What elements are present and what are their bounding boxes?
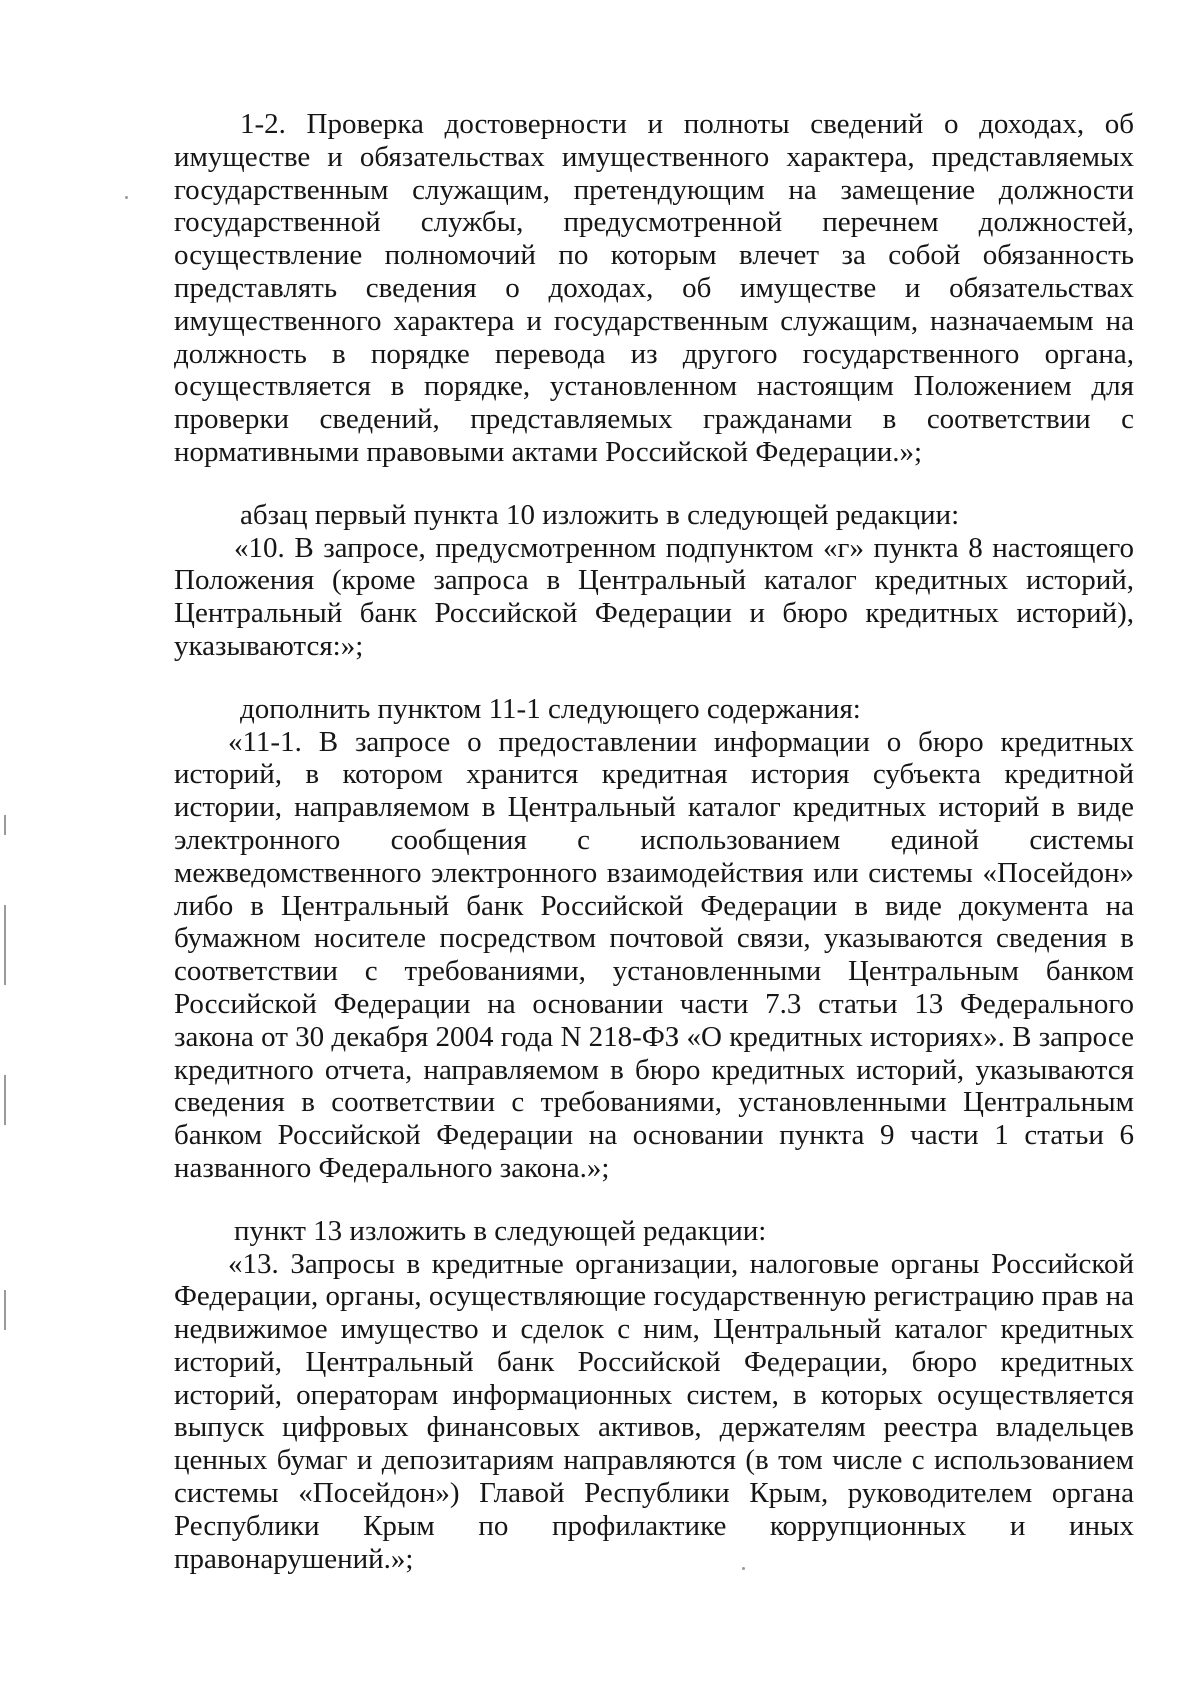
- scan-speck: [742, 1567, 745, 1570]
- document-body: [174, 108, 1134, 1575]
- paragraph-11-1: «11-1. В запросе о предоставлении информации о бюро кредитных историй, в котором хранится кредитная история субъекта кредитной истории, направляемом в Центральный каталог кредитных историй в виде электронного сообщения с использованием единой системы межведомственного электронного взаимодействия или системы «Посейдон» либо в Центральный банк Российской Федерации в виде документа на бумажном носителе посредством почтовой связи, указываются сведения в соответствии с требованиями, установленными Центральным банком Российской Федерации на основании части 7.3 статьи 13 Федерального закона от 30 декабря 2004 года N 218-ФЗ «О кредитных историях». В запросе кредитного отчета, направляемом в бюро кредитных историй, указываются сведения в соответствии с требованиями, установленными Центральным банком Российской Федерации на основании пункта 9 части 1 статьи 6 названного Федерального закона.»;: [174, 725, 1134, 1184]
- instruction-paragraph-13: пункт 13 изложить в следующей редакции:: [234, 1214, 767, 1247]
- scan-edge-mark: [4, 1290, 6, 1330]
- instruction-paragraph-10: абзац первый пункта 10 изложить в следующей редакции:: [240, 498, 960, 531]
- paragraph-1-2: 1-2. Проверка достоверности и полноты сведений о доходах, об имуществе и обязательствах имущественного характера, представляемых государственным служащим, претендующим на замещение должности государственной службы, предусмотренной перечнем должностей, осуществление полномочий по которым влечет за собой обязанность представлять сведения о доходах, об имуществе и обязательствах имущественного характера и государственным служащим, назначаемым на должность в порядке перевода из другого государственного органа, осуществляется в порядке, установленном настоящим Положением для проверки сведений, представляемых гражданами в соответствии с нормативными правовыми актами Российской Федерации.»;: [174, 108, 1134, 468]
- scan-speck: [125, 196, 128, 199]
- instruction-paragraph-11-1: дополнить пунктом 11-1 следующего содержания:: [240, 692, 861, 725]
- scan-edge-mark: [4, 905, 6, 985]
- paragraph-10: «10. В запросе, предусмотренном подпунктом «г» пункта 8 настоящего Положения (кроме запроса в Центральный каталог кредитных историй, Центральный банк Российской Федерации и бюро кредитных историй), указываются:»;: [174, 531, 1134, 662]
- scan-edge-mark: [4, 815, 6, 835]
- paragraph-13: «13. Запросы в кредитные организации, налоговые органы Российской Федерации, органы, осуществляющие государственную регистрацию прав на недвижимое имущество и сделок с ним, Центральный каталог кредитных историй, Центральный банк Российской Федерации, бюро кредитных историй, операторам информационных систем, в которых осуществляется выпуск цифровых финансовых активов, держателям реестра владельцев ценных бумаг и депозитариям направляются (в том числе с использованием системы «Посейдон») Главой Республики Крым, руководителем органа Республики Крым по профилактике коррупционных и иных правонарушений.»;: [174, 1247, 1134, 1575]
- scan-edge-mark: [4, 1075, 6, 1125]
